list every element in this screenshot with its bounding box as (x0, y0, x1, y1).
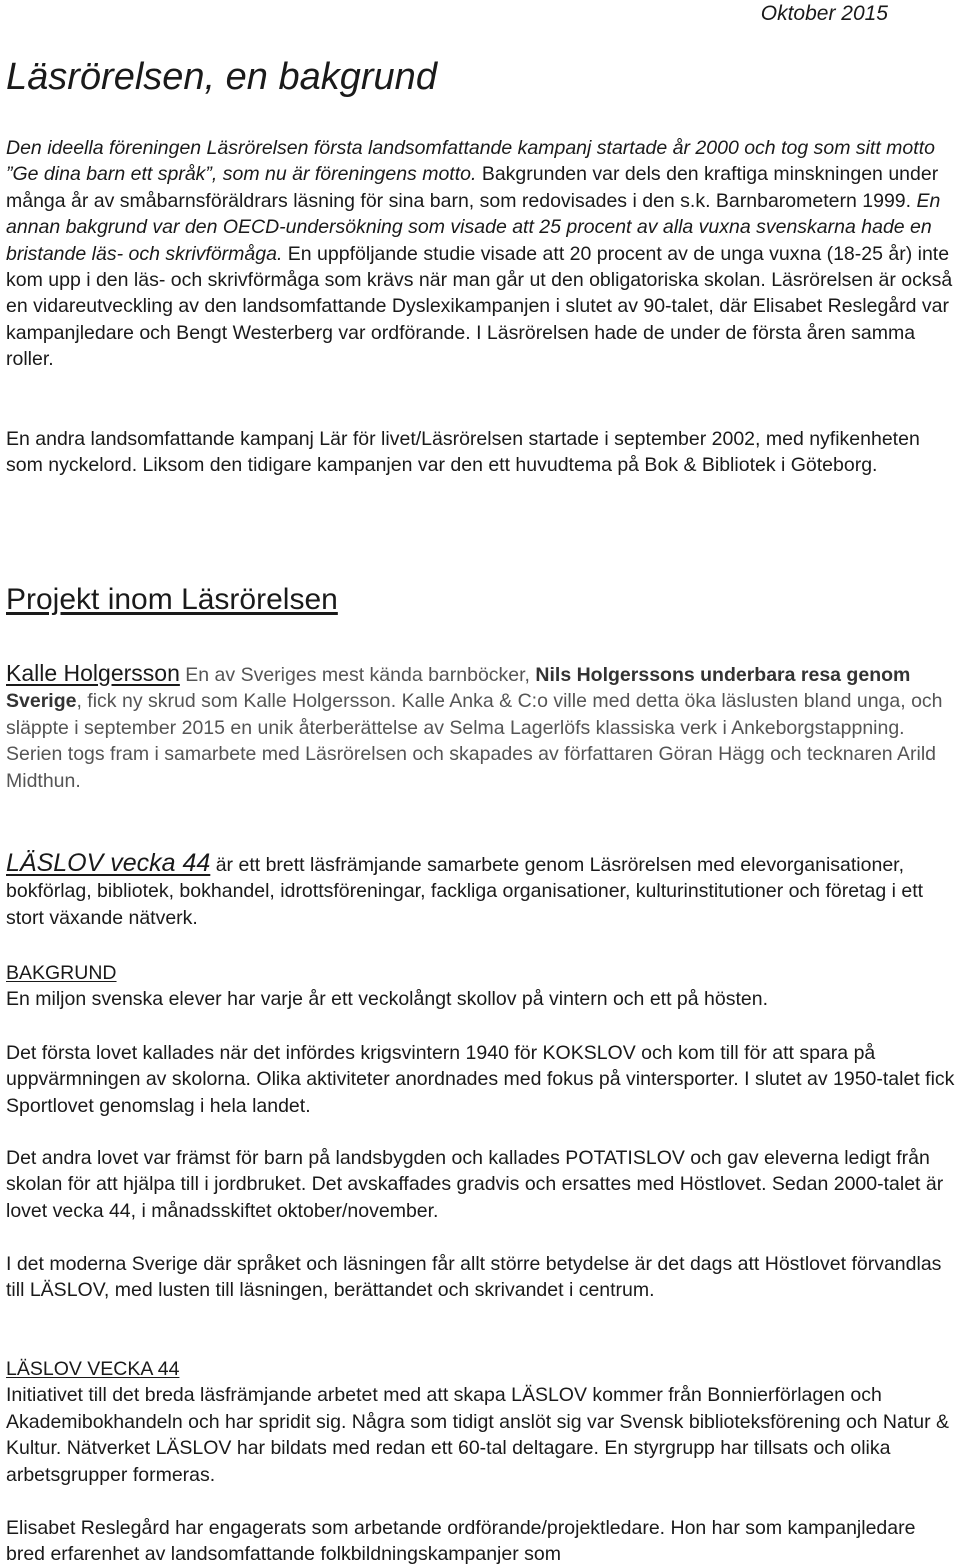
intro-italic-text-3: En annan bakgrund var den OECD-undersökning som visade att 25 procent av alla vuxna svenskarna hade en bristande läs- och skrivförmåga. (6, 189, 941, 265)
bakgrund-section (6, 960, 956, 1013)
intro-italic-text-2: Bakgrunden var dels den kraftiga minskningen under många år av småbarnsföräldrars läsning för sina barn, som redovisades i den s.k. Barnbarometern 1999. (6, 163, 939, 212)
reslegard-paragraph: Elisabet Reslegård har engagerats som arbetande ordförande/projektledare. Hon har som kampanjledare bred erfarenhet av landsomfattande folkbildningskampanjer som (6, 1517, 916, 1566)
kalle-holgersson-paragraph (6, 660, 956, 794)
kalle-book-title: Nils Holgerssons underbara resa genom Sverige (6, 664, 911, 713)
laslov-vecka-text: Initiativet till det breda läsfrämjande arbetet med att skapa LÄSLOV kommer från Bonnierförlagen och Akademibokhandeln och har spridit sig. Några som tidigt anslöt sig var Svensk biblioteksförening och Natur & Kultur. Nätverket LÄSLOV har bildats med redan ett 60-tal deltagare. En styrgrupp har tillsats och olika arbetsgrupper formeras. (6, 1384, 949, 1486)
laslov-text: är ett brett läsfrämjande samarbete genom Läsrörelsen med elevorganisationer, bokförlag, bibliotek, bokhandel, idrottsföreningar, fackliga organisationer, kulturinstitutioner och företag i ett stort växande nätverk. (6, 854, 924, 929)
first-lov-paragraph: Det första lovet kallades när det infördes krigsvintern 1940 för KOKSLOV och kom till för att spara på uppvärmningen av skolorna. Olika aktiviteter anordnades med fokus på vintersporter. I slutet av 1950-talet fick Sportlovet genomslag i hela landet. (6, 1042, 955, 1117)
projects-heading: Projekt inom Läsrörelsen (6, 583, 338, 616)
bakgrund-text: En miljon svenska elever har varje år ett veckolångt skollov på vintern och ett på hösten. (6, 988, 768, 1011)
kalle-holgersson-title: Kalle Holgersson (6, 660, 180, 686)
intro-paragraph (6, 135, 956, 373)
document-date: Oktober 2015 (760, 2, 888, 25)
intro-text-5: Läsrörelsen är också en vidareutveckling av den landsomfattande Dyslexikampanjen i slutet av 90-talet, där Elisabet Reslegård var kampanjledare och Bengt Westerberg var ordförande. I Läsrörelsen hade de under de första åren samma roller. (6, 269, 953, 371)
intro-italic-text-1: Den ideella föreningen Läsrörelsen första landsomfattande kampanj startade år 2000 och tog som sitt motto ”Ge dina barn ett språk”, som nu är föreningens motto. (6, 137, 935, 186)
laslov-vecka-section (6, 1356, 956, 1488)
laslov-paragraph (6, 850, 956, 931)
modern-sweden-paragraph: I det moderna Sverige där språket och läsningen får allt större betydelse är det dags att Höstlovet förvandlas till LÄSLOV, med lusten till läsningen, berättandet och skrivandet i centrum. (6, 1253, 942, 1302)
intro-paragraph-2: En andra landsomfattande kampanj Lär för livet/Läsrörelsen startade i september 2002, med nyfikenheten som nyckelord. Liksom den tidigare kampanjen var den ett huvudtema på Bok & Bibliotek i Göteborg. (6, 428, 920, 477)
laslov-title: LÄSLOV vecka 44 (6, 849, 211, 877)
page-title: Läsrörelsen, en bakgrund (6, 56, 437, 98)
second-lov-paragraph: Det andra lovet var främst för barn på landsbygden och kallades POTATISLOV och gav eleverna ledigt från skolan för att hjälpa till i jordbruket. Det avskaffades gradvis och ersattes med Höstlovet. Sedan 2000-talet är lovet vecka 44, i månadsskiftet oktober/november. (6, 1147, 944, 1222)
bakgrund-label: BAKGRUND (6, 962, 117, 984)
intro-italic-text-4: En uppföljande studie visade att 20 procent av de unga vuxna (18-25 år) inte kom upp i den läs- och skrivförmåga som krävs när man går ut den obligatoriska skolan. (6, 242, 950, 292)
kalle-text-2: , fick ny skrud som Kalle Holgersson. Kalle Anka & C:o ville med detta öka läslusten bland unga, och släppte i september 2015 en unik återberättelse av Selma Lagerlöfs klassiska verk i Ankeborgstappning. Serien togs fram i samarbete med Läsrörelsen och skapades av författaren Göran Hägg och tecknaren Arild Midthun. (6, 690, 943, 792)
kalle-text-1: En av Sveriges mest kända barnböcker, (179, 664, 536, 686)
laslov-vecka-label: LÄSLOV VECKA 44 (6, 1358, 180, 1380)
